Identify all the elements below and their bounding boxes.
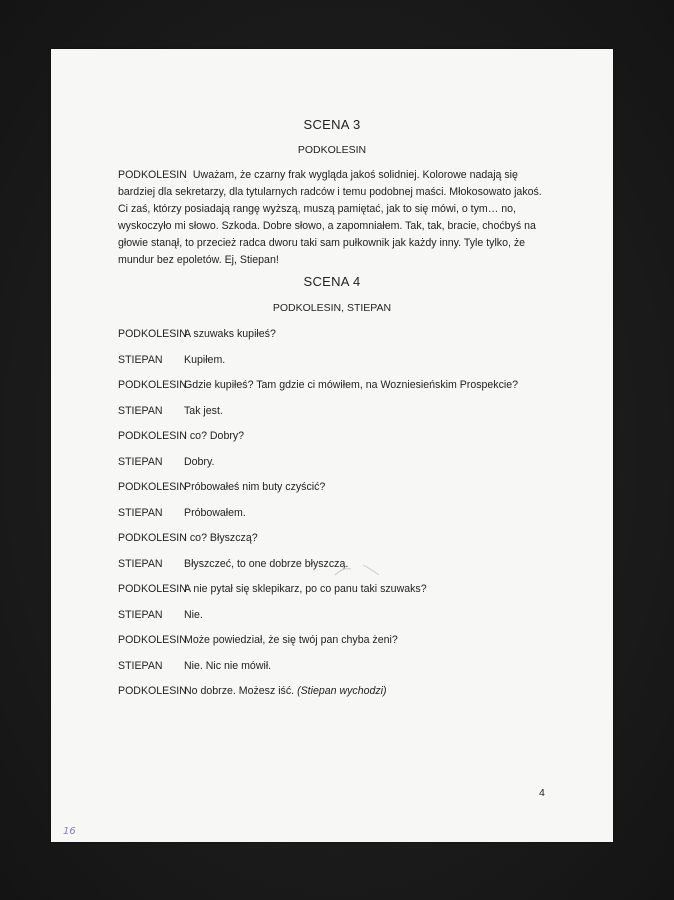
dialogue-speaker: PODKOLESIN: [118, 430, 187, 442]
dialogue-line: [118, 684, 548, 698]
dialogue-speaker: PODKOLESIN: [118, 481, 187, 493]
dialogue-line: [118, 506, 548, 520]
dialogue-line: [118, 404, 548, 418]
dialogue-text: Nie. Nic nie mówił.: [184, 660, 272, 672]
dialogue-text: Nie.: [184, 609, 203, 621]
dialogue-line: [118, 353, 548, 367]
dialogue-line: [118, 608, 548, 622]
dialogue-text: Próbowałeś nim buty czyścić?: [184, 481, 326, 493]
dialogue-text: Błyszczeć, to one dobrze błyszczą.: [184, 558, 349, 570]
dialogue-line: [118, 582, 548, 596]
dialogue-speaker: PODKOLESIN: [118, 328, 187, 340]
dialogue-speaker: STIEPAN: [118, 354, 163, 366]
dialogue-line: [118, 378, 548, 392]
dialogue-speaker: PODKOLESIN: [118, 532, 187, 544]
scene-4-title: SCENA 4: [303, 274, 361, 289]
page-number: 4: [539, 787, 545, 799]
scene-3-title: SCENA 3: [303, 117, 361, 132]
dialogue-text: I co? Dobry?: [184, 430, 245, 442]
dialogue-text: I co? Błyszczą?: [184, 532, 258, 544]
dialogue-line: [118, 455, 548, 469]
dialogue-speaker: PODKOLESIN: [118, 379, 187, 391]
dialogue-speaker: PODKOLESIN: [118, 634, 187, 646]
dialogue-speaker: PODKOLESIN: [118, 583, 187, 595]
dialogue-line: [118, 531, 548, 545]
dialogue-text: Gdzie kupiłeś? Tam gdzie ci mówiłem, na Wozniesieńskim Prospekcie?: [184, 379, 519, 391]
dialogue-text: Tak jest.: [184, 405, 223, 417]
dialogue-line: [118, 480, 548, 494]
document-page: [51, 49, 613, 842]
dialogue-speaker: STIEPAN: [118, 405, 163, 417]
stage-direction: (Stiepan wychodzi): [297, 685, 387, 697]
dialogue-text: A szuwaks kupiłeś?: [184, 328, 276, 340]
dialogue-speaker: PODKOLESIN: [118, 685, 187, 697]
dialogue-text: Dobry.: [184, 456, 215, 468]
dialogue-text: Może powiedział, że się twój pan chyba żeni?: [184, 634, 398, 646]
dialogue-speaker: STIEPAN: [118, 558, 163, 570]
handwritten-note: 16: [63, 826, 76, 837]
dialogue-speaker: STIEPAN: [118, 507, 163, 519]
scene-3-monologue: [118, 167, 548, 269]
dialogue-text: No dobrze. Możesz iść.: [184, 685, 295, 697]
dialogue-line: [118, 633, 548, 647]
monologue-speaker: PODKOLESIN: [118, 169, 187, 181]
pencil-smudge: [333, 561, 381, 579]
monologue-text: Uważam, że czarny frak wygląda jakoś solidniej. Kolorowe nadają się bardziej dla sekretarzy, dla tytularnych radców i temu podobnej maści. Młokosowato jakoś. Ci zaś, którzy posiadają rangę wyższą, muszą pamiętać, jak to się mówi, o tym… no, wyskoczyło mi słowo. Szkoda. Dobre słowo, a zapomniałem. Tak, tak, bracie, choćbyś na głowie stanął, to przecież radca dworu taki sam pułkownik jak każdy inny. Tyle tylko, że mundur bez epoletów. Ej, Stiepan!: [118, 169, 542, 266]
dialogue-speaker: STIEPAN: [118, 609, 163, 621]
dialogue-text: Kupiłem.: [184, 354, 226, 366]
dialogue-line: [118, 429, 548, 443]
dialogue-text: Próbowałem.: [184, 507, 246, 519]
dialogue-text: A nie pytał się sklepikarz, po co panu taki szuwaks?: [184, 583, 427, 595]
scene-4-characters: PODKOLESIN, STIEPAN: [272, 302, 392, 314]
dialogue-speaker: STIEPAN: [118, 660, 163, 672]
scene-3-characters: PODKOLESIN: [297, 144, 367, 156]
dialogue-line: [118, 659, 548, 673]
dialogue-line: [118, 327, 548, 341]
dialogue-speaker: STIEPAN: [118, 456, 163, 468]
